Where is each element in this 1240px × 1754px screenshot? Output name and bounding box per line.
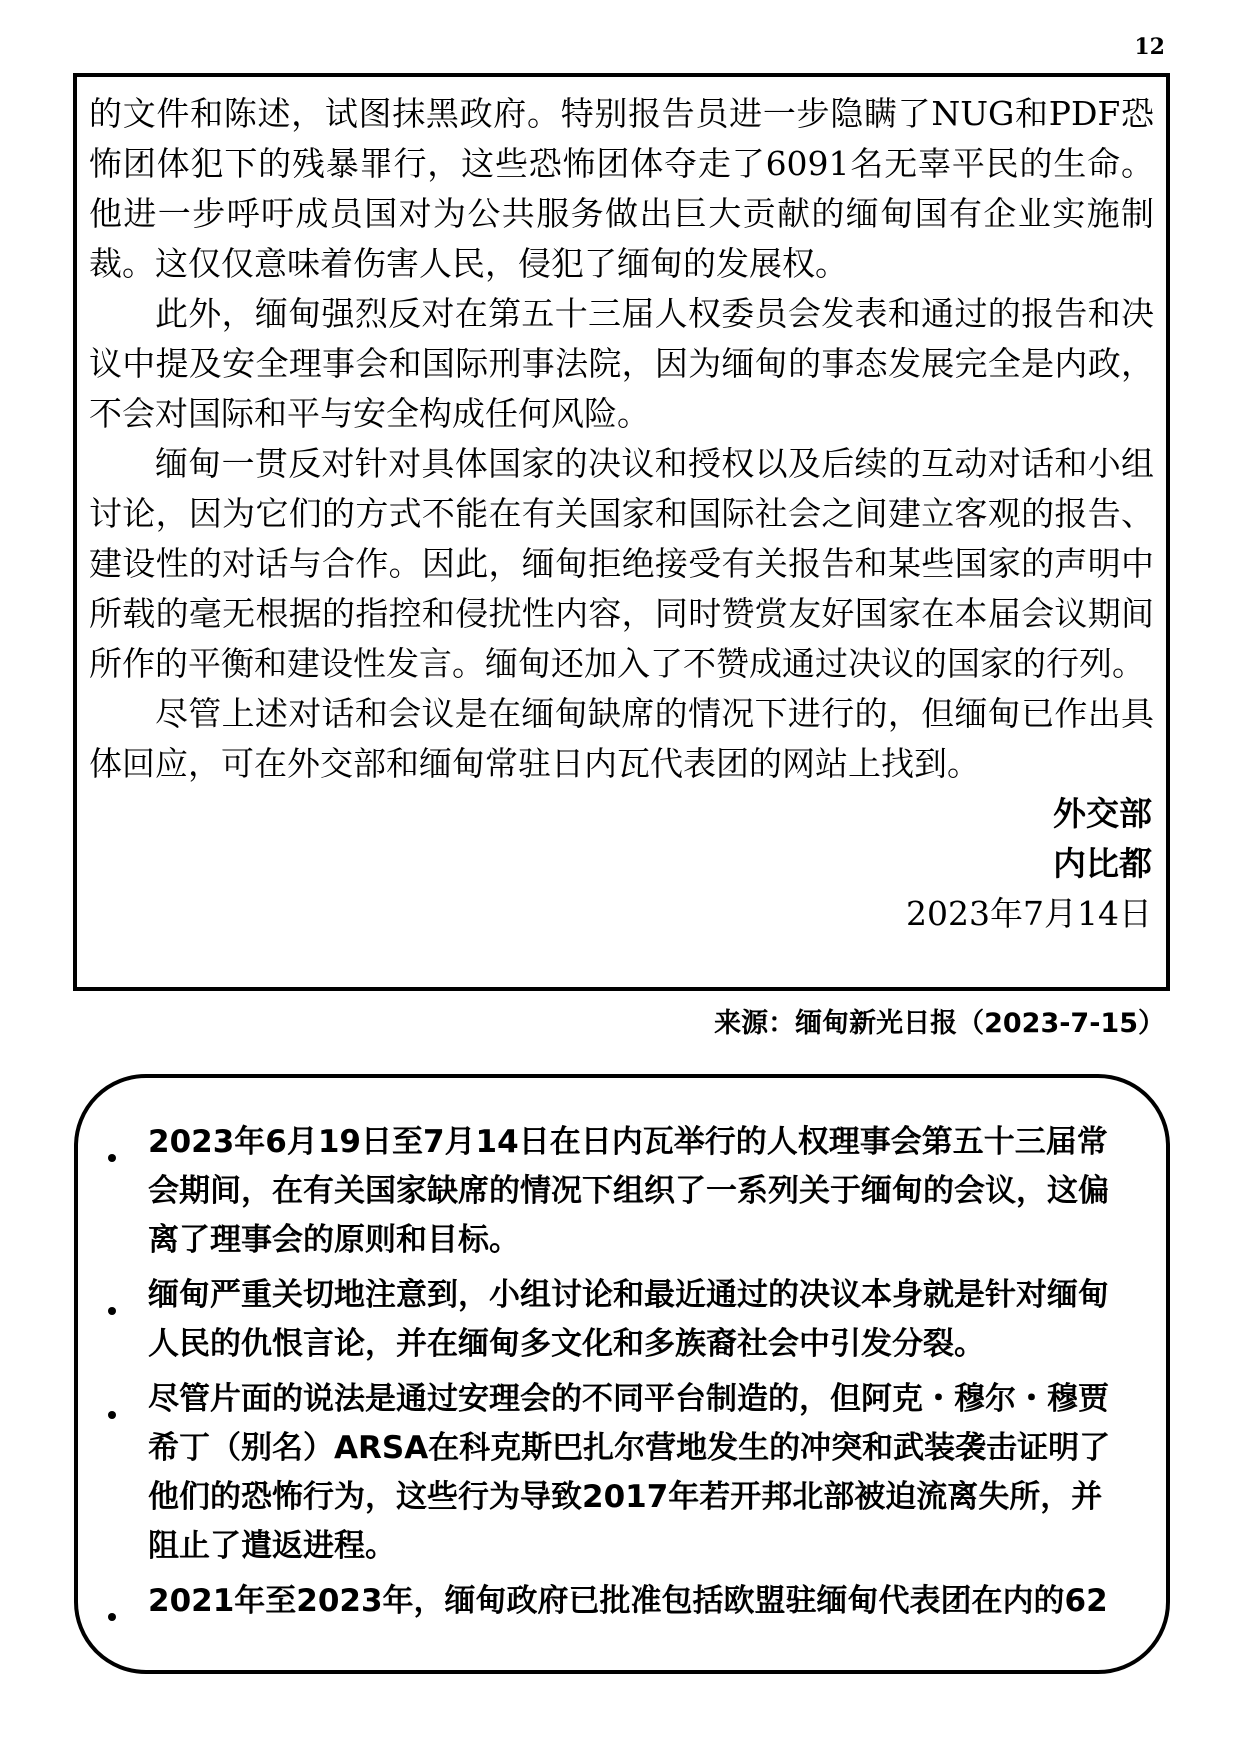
bullet-icon — [108, 1411, 116, 1419]
summary-item-text: 缅甸严重关切地注意到，小组讨论和最近通过的决议本身就是针对缅甸人民的仇恨言论，并在缅甸多文化和多族裔社会中引发分裂。 — [148, 1277, 1109, 1362]
summary-item-text: 2021年至2023年，缅甸政府已批准包括欧盟驻缅甸代表团在内的62 — [148, 1583, 1108, 1619]
signature-date: 2023年7月14日 — [906, 894, 1152, 933]
signature-ministry: 外交部 — [1053, 794, 1152, 833]
statement-paragraph-3: 缅甸一贯反对针对具体国家的决议和授权以及后续的互动对话和小组讨论，因为它们的方式不能在有关国家和国际社会之间建立客观的报告、建设性的对话与合作。因此，缅甸拒绝接受有关报告和某些国家的声明中所载的毫无根据的指控和侵扰性内容，同时赞赏友好国家在本届会议期间所作的平衡和建设性发言。缅甸还加入了不赞成通过决议的国家的行列。 — [89, 444, 1154, 683]
statement-paragraph-2: 此外，缅甸强烈反对在第五十三届人权委员会发表和通过的报告和决议中提及安全理事会和国际刑事法院，因为缅甸的事态发展完全是内政，不会对国际和平与安全构成任何风险。 — [89, 294, 1154, 433]
page-number: 12 — [1134, 34, 1165, 60]
bullet-icon — [108, 1154, 116, 1162]
summary-item — [108, 1271, 1128, 1369]
bullet-icon — [108, 1613, 116, 1621]
bullet-icon — [108, 1307, 116, 1315]
summary-item — [108, 1375, 1128, 1571]
summary-item — [108, 1577, 1128, 1626]
statement-paragraph-4: 尽管上述对话和会议是在缅甸缺席的情况下进行的，但缅甸已作出具体回应，可在外交部和缅甸常驻日内瓦代表团的网站上找到。 — [89, 694, 1154, 783]
signature-city: 内比都 — [1053, 844, 1152, 883]
summary-item-text: 2023年6月19日至7月14日在日内瓦举行的人权理事会第五十三届常会期间，在有关国家缺席的情况下组织了一系列关于缅甸的会议，这偏离了理事会的原则和目标。 — [148, 1124, 1109, 1258]
summary-item — [108, 1118, 1128, 1265]
summary-item-text: 尽管片面的说法是通过安理会的不同平台制造的，但阿克・穆尔・穆贾希丁（别名）ARSA在科克斯巴扎尔营地发生的冲突和武装袭击证明了他们的恐怖行为，这些行为导致2017年若开邦北部被迫流离失所，并阻止了遣返进程。 — [148, 1381, 1111, 1564]
summary-list — [78, 1078, 1166, 1626]
statement-paragraph-1: 的文件和陈述，试图抹黑政府。特别报告员进一步隐瞒了NUG和PDF恐怖团体犯下的残暴罪行，这些恐怖团体夺走了6091名无辜平民的生命。他进一步呼吁成员国对为公共服务做出巨大贡献的缅甸国有企业实施制裁。这仅仅意味着伤害人民，侵犯了缅甸的发展权。 — [89, 94, 1154, 283]
statement-box — [73, 73, 1170, 991]
source-citation: 来源：缅甸新光日报（2023-7-15） — [714, 1008, 1165, 1039]
summary-box — [74, 1074, 1170, 1674]
